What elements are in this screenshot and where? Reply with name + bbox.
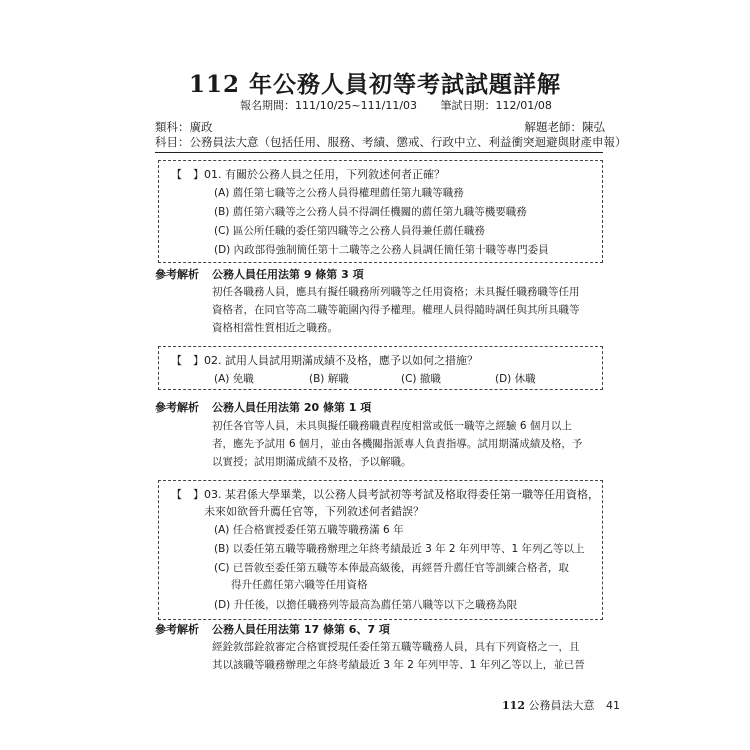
analysis-label: 參考解析 — [155, 623, 199, 636]
teacher: 解題老師：陳弘 — [524, 120, 605, 134]
analysis-law: 公務人員任用法第 9 條第 3 項 — [212, 268, 364, 281]
analysis-label: 參考解析 — [155, 268, 199, 281]
analysis-line: 者，應先予試用 6 個月，並由各機關指派專人負責指導。試用期滿成績及格，予 — [212, 438, 583, 450]
option-a: (A) 免職 — [214, 373, 254, 385]
registration-period: 報名期間：111/10/25~111/11/03 — [240, 99, 418, 112]
exam-info-line — [240, 97, 552, 113]
option-a: (A) 任合格實授委任第五職等職務滿 6 年 — [214, 524, 404, 536]
footer-number: 112 — [502, 699, 525, 712]
analysis-line: 初任各官等人員，未具與擬任職務職責程度相當或低一職等之經驗 6 個月以上 — [212, 420, 572, 432]
subject: 科目：公務員法大意（包括任用、服務、考績、懲戒、行政中立、利益衝突迴避與財產申報） — [155, 135, 627, 149]
analysis-line: 經銓敘部銓敘審定合格實授現任委任第五職等職務人員，具有下列資格之一，且 — [212, 641, 580, 653]
category: 類科：廣政 — [155, 120, 213, 134]
question-stem: 【 】01. 有關於公務人員之任用，下列敘述何者正確？ — [171, 168, 445, 181]
page-footer — [502, 697, 620, 713]
question-box-3 — [158, 480, 603, 620]
header-divider — [155, 152, 603, 153]
option-c-continued: 得升任薦任第六職等任用資格 — [231, 579, 368, 591]
page-number: 41 — [606, 699, 620, 712]
option-b: (B) 以委任第五職等職務辦理之年終考績最近 3 年 2 年列甲等、1 年列乙等以上 — [214, 543, 585, 555]
question-stem: 【 】03. 某君係大學畢業，以公務人員考試初等考試及格取得委任第一職等任用資格， — [171, 488, 599, 501]
analysis-law: 公務人員任用法第 20 條第 1 項 — [212, 401, 372, 414]
meta-row — [155, 119, 605, 135]
option-b: (B) 解職 — [309, 373, 349, 385]
question-stem: 【 】02. 試用人員試用期滿成績不及格，應予以如何之措施？ — [171, 354, 478, 367]
analysis-law: 公務人員任用法第 17 條第 6、7 項 — [212, 623, 390, 636]
analysis-label: 參考解析 — [155, 401, 199, 414]
option-b: (B) 薦任第六職等之公務人員不得調任機關的薦任第九職等機要職務 — [214, 206, 527, 218]
option-c: (C) 已晉敘至委任第五職等本俸最高級後，再經晉升薦任官等訓練合格者，取 — [214, 562, 569, 574]
option-d: (D) 內政部得強制簡任第十二職等之公務人員調任簡任第十職等專門委員 — [214, 244, 549, 256]
question-box-2 — [158, 346, 603, 390]
analysis-line: 以實授；試用期滿成績不及格，予以解職。 — [212, 456, 412, 468]
page-title: 112 年公務人員初等考試試題詳解 — [188, 71, 562, 98]
analysis-line: 資格相當性質相近之職務。 — [212, 322, 338, 334]
option-d: (D) 升任後，以擔任職務列等最高為薦任第八職等以下之職務為限 — [214, 599, 518, 611]
question-box-1 — [158, 160, 603, 263]
analysis-line: 其以該職等職務辦理之年終考績最近 3 年 2 年列甲等、1 年列乙等以上，並已晉 — [212, 659, 585, 671]
option-d: (D) 休職 — [495, 373, 536, 385]
option-a: (A) 薦任第七職等之公務人員得權理薦任第九職等職務 — [214, 187, 464, 199]
analysis-line: 資格者，在同官等高二職等範圍內得予權理。權理人員得隨時調任與其所具職等 — [212, 304, 580, 316]
option-c: (C) 區公所任職的委任第四職等之公務人員得兼任薦任職務 — [214, 225, 485, 237]
analysis-line: 初任各職務人員，應具有擬任職務所列職等之任用資格；未具擬任職務職等任用 — [212, 286, 580, 298]
exam-date: 筆試日期：112/01/08 — [440, 99, 552, 112]
question-stem-continued: 未來如欲晉升薦任官等，下列敘述何者錯誤？ — [204, 505, 424, 518]
footer-subject: 公務員法大意 — [528, 699, 595, 712]
option-c: (C) 撤職 — [401, 373, 441, 385]
